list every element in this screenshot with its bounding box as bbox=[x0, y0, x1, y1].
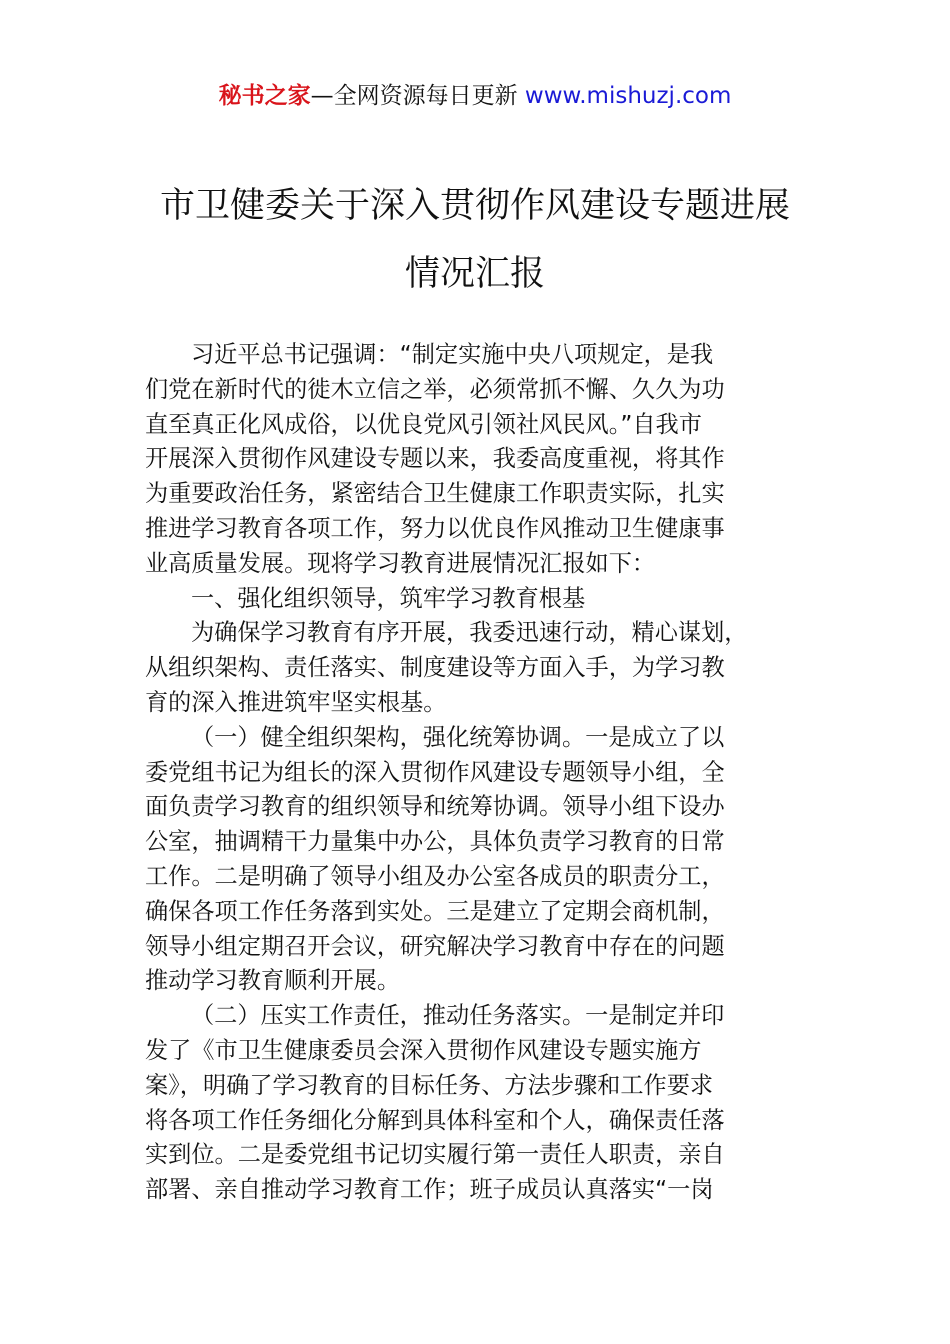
paragraph-line: 业高质量发展。现将学习教育进展情况汇报如下： bbox=[145, 549, 656, 577]
site-header bbox=[0, 80, 950, 112]
paragraph-line: 案》，明确了学习教育的目标任务、方法步骤和工作要求 bbox=[145, 1071, 714, 1099]
document-body bbox=[145, 338, 810, 1208]
site-url[interactable]: www.mishuzj.com bbox=[524, 83, 732, 109]
paragraph-line: 领导小组定期召开会议，研究解决学习教育中存在的问题 bbox=[145, 932, 725, 960]
paragraph-line: 发了《市卫生健康委员会深入贯彻作风建设专题实施方 bbox=[145, 1036, 702, 1064]
paragraph-line: 们党在新时代的徙木立信之举，必须常抓不懈、久久为功 bbox=[145, 375, 725, 403]
paragraph-line: 实到位。二是委党组书记切实履行第一责任人职责，亲自 bbox=[145, 1141, 725, 1169]
paragraph-line: （一）健全组织架构，强化统筹协调。一是成立了以 bbox=[191, 723, 725, 751]
paragraph-line: （二）压实工作责任，推动任务落实。一是制定并印 bbox=[191, 1002, 725, 1030]
paragraph-line: 直至真正化风成俗，以优良党风引领社风民风。”自我市 bbox=[145, 410, 702, 438]
paragraph-line: 为重要政治任务，紧密结合卫生健康工作职责实际，扎实 bbox=[145, 480, 725, 508]
paragraph-line: 为确保学习教育有序开展，我委迅速行动，精心谋划， bbox=[191, 619, 748, 647]
paragraph-line: 将各项工作任务细化分解到具体科室和个人，确保责任落 bbox=[145, 1106, 725, 1134]
title-line-2: 情况汇报 bbox=[404, 254, 545, 294]
header-slogan: —全网资源每日更新 bbox=[310, 83, 518, 109]
paragraph-line: 部署、亲自推动学习教育工作；班子成员认真落实“一岗 bbox=[145, 1176, 714, 1204]
paragraph-line: 公室，抽调精干力量集中办公，具体负责学习教育的日常 bbox=[145, 828, 725, 856]
paragraph-line: 习近平总书记强调：“制定实施中央八项规定，是我 bbox=[191, 341, 714, 368]
paragraph-line: 面负责学习教育的组织领导和统筹协调。领导小组下设办 bbox=[145, 793, 725, 821]
paragraph-line: 开展深入贯彻作风建设专题以来，我委高度重视，将其作 bbox=[145, 445, 725, 473]
paragraph-line: 从组织架构、责任落实、制度建设等方面入手，为学习教 bbox=[145, 654, 725, 682]
paragraph-line: 推进学习教育各项工作，努力以优良作风推动卫生健康事 bbox=[145, 514, 725, 542]
title-line-1: 市卫健委关于深入贯彻作风建设专题进展 bbox=[159, 186, 790, 226]
paragraph-line: 确保各项工作任务落到实处。三是建立了定期会商机制， bbox=[145, 897, 725, 925]
section-heading: 一、强化组织领导，筑牢学习教育根基 bbox=[191, 584, 586, 612]
paragraph-line: 推动学习教育顺利开展。 bbox=[145, 967, 401, 995]
brand-name: 秘书之家 bbox=[218, 83, 311, 109]
paragraph-line: 工作。二是明确了领导小组及办公室各成员的职责分工， bbox=[145, 862, 725, 890]
paragraph-line: 委党组书记为组长的深入贯彻作风建设专题领导小组，全 bbox=[145, 758, 725, 786]
paragraph-line: 育的深入推进筑牢坚实根基。 bbox=[145, 688, 447, 716]
document-title bbox=[0, 172, 950, 308]
